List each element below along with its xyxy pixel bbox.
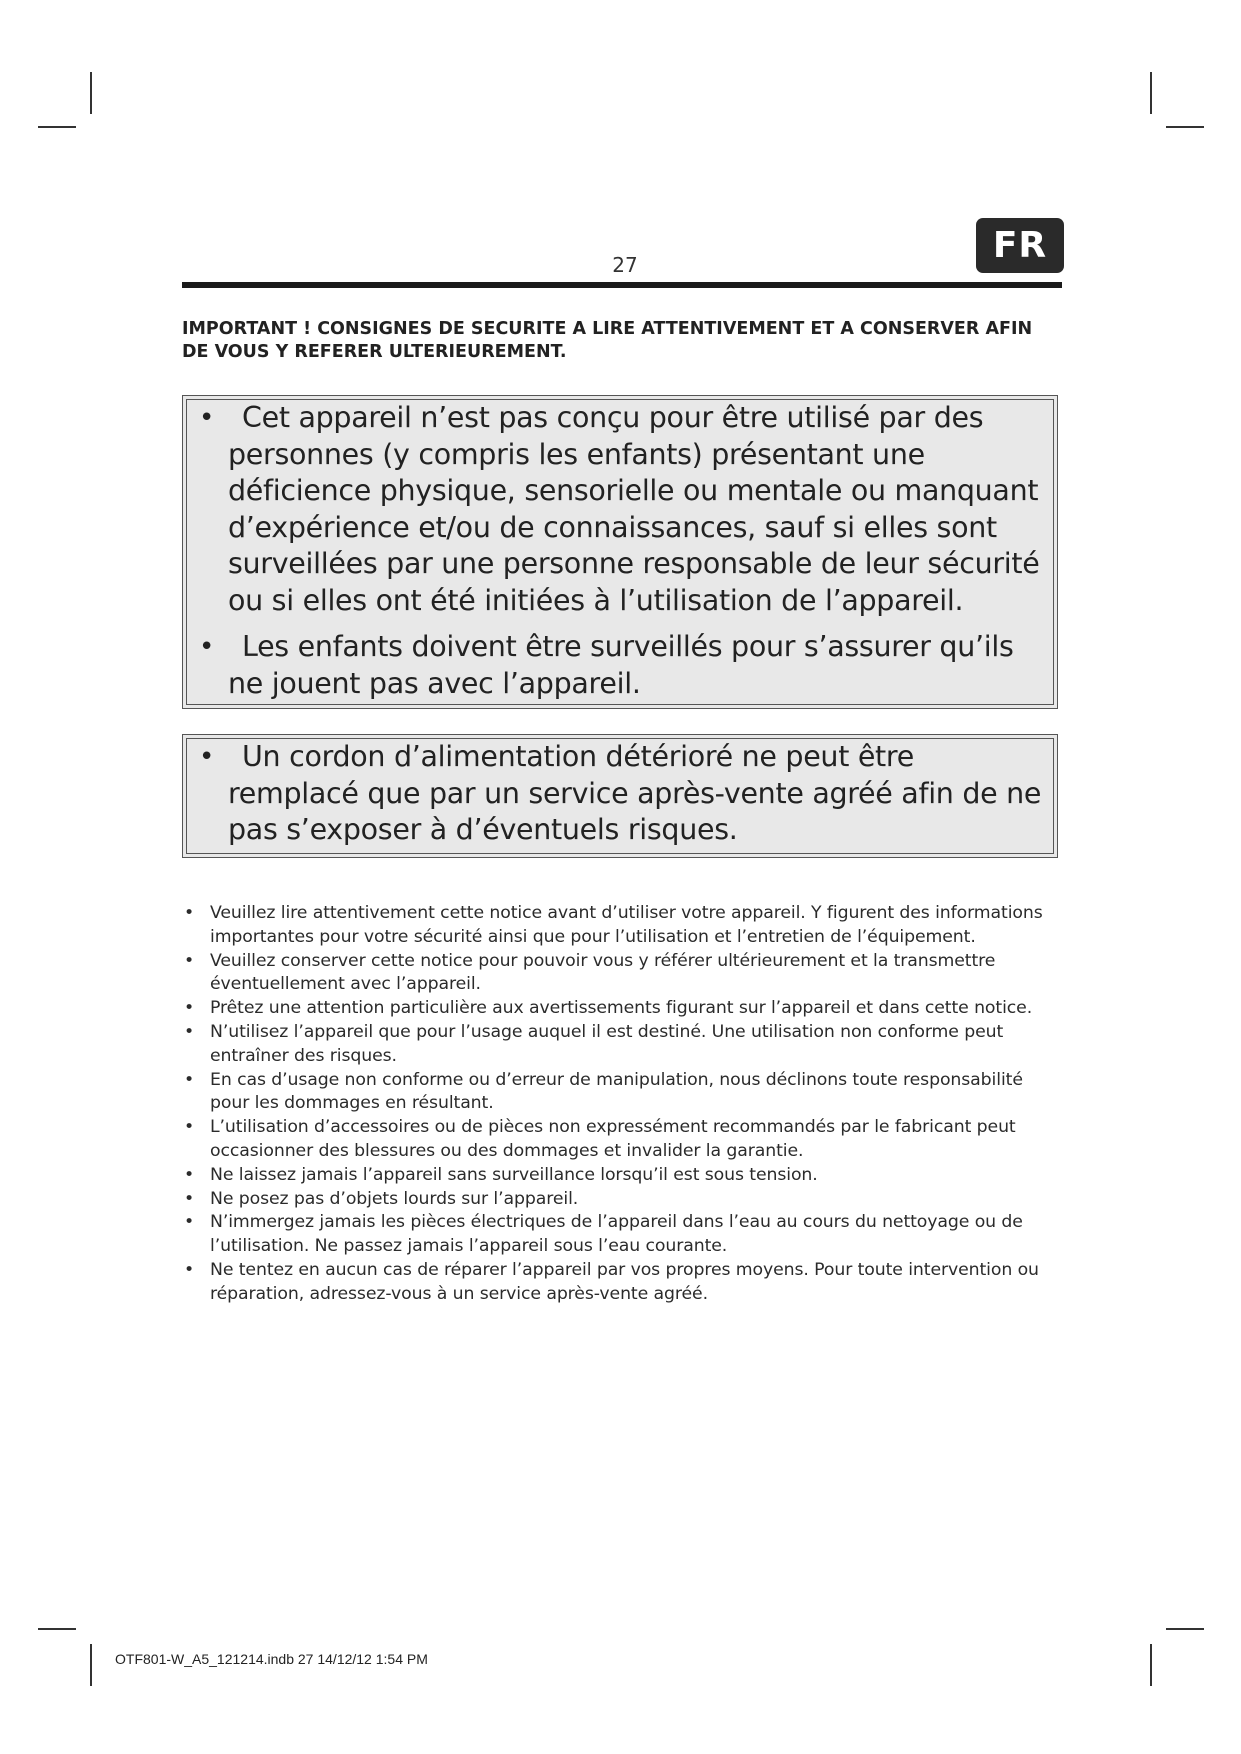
instruction-text: Veuillez conserver cette notice pour pouvoir vous y référer ultérieurement et la transmettre éventuellement avec l’appareil. — [210, 950, 996, 995]
bullet-icon: • — [184, 998, 195, 1019]
crop-mark-bottom-right-vertical — [1150, 1644, 1152, 1686]
warning-item — [183, 629, 1057, 702]
crop-mark-top-left-vertical — [90, 72, 92, 114]
instruction-item — [182, 902, 1062, 950]
instruction-text: En cas d’usage non conforme ou d’erreur de manipulation, nous déclinons toute responsabilité pour les dommages en résultant. — [210, 1069, 1023, 1114]
crop-mark-top-left-horizontal — [38, 126, 76, 128]
bullet-icon: • — [184, 1188, 195, 1209]
header-rule — [182, 282, 1062, 288]
warning-box-children — [182, 395, 1058, 709]
instructions-list — [182, 902, 1062, 1307]
instruction-item — [182, 997, 1062, 1021]
bullet-icon: • — [184, 903, 195, 923]
bullet-icon: • — [199, 403, 215, 433]
instruction-text: Ne posez pas d’objets lourds sur l’appareil. — [210, 1188, 579, 1209]
instruction-text: N’utilisez l’appareil que pour l’usage auquel il est destiné. Une utilisation non conforme peut entraîner des risques. — [210, 1021, 1004, 1066]
language-badge: FR — [976, 218, 1064, 273]
warning-list — [183, 396, 1057, 702]
instruction-item — [182, 950, 1062, 998]
safety-heading: IMPORTANT ! CONSIGNES DE SECURITE A LIRE ATTENTIVEMENT ET A CONSERVER AFIN DE VOUS Y REFERER ULTERIEUREMENT. — [182, 319, 1033, 362]
crop-mark-top-right-horizontal — [1166, 126, 1204, 128]
bullet-icon: • — [184, 1021, 195, 1042]
instruction-text: N’immergez jamais les pièces électriques de l’appareil dans l’eau au cours du nettoyage ou de l’utilisation. Ne passez jamais l’appareil sous l’eau courante. — [210, 1212, 1023, 1257]
instruction-item — [182, 1211, 1062, 1259]
crop-mark-bottom-left-vertical — [90, 1644, 92, 1686]
bullet-icon: • — [184, 950, 195, 971]
instruction-item — [182, 1069, 1062, 1117]
instruction-item — [182, 1116, 1062, 1164]
crop-mark-bottom-right-horizontal — [1166, 1628, 1204, 1630]
instruction-text: Ne laissez jamais l’appareil sans surveillance lorsqu’il est sous tension. — [210, 1164, 818, 1185]
warning-text: Cet appareil n’est pas conçu pour être utilisé par des personnes (y compris les enfants) présentant une déficience physique, sensorielle ou mentale ou manquant d’expérience et/ou de connaissances, sauf si elles sont surveillées par une personne responsable de leur sécurité ou si elles ont été initiées à l’utilisation de l’appareil. — [228, 401, 1040, 617]
warning-item — [183, 739, 1057, 849]
warning-list — [183, 735, 1057, 849]
instruction-item — [182, 1259, 1062, 1307]
warning-text: Un cordon d’alimentation détérioré ne peut être remplacé que par un service après-vente agréé afin de ne pas s’exposer à d’éventuels risques. — [228, 740, 1042, 846]
instruction-item — [182, 1164, 1062, 1188]
bullet-icon: • — [184, 1117, 195, 1138]
bullet-icon: • — [199, 632, 215, 662]
bullet-icon: • — [199, 742, 215, 772]
page-number: 27 — [612, 253, 638, 277]
instruction-text: Prêtez une attention particulière aux avertissements figurant sur l’appareil et dans cette notice. — [210, 998, 1033, 1019]
instruction-item — [182, 1188, 1062, 1212]
instruction-text: Ne tentez en aucun cas de réparer l’appareil par vos propres moyens. Pour toute intervention ou réparation, adressez-vous à un service après-vente agréé. — [210, 1259, 1039, 1304]
bullet-icon: • — [184, 1069, 195, 1090]
warning-box-power-cord — [182, 734, 1058, 858]
crop-mark-bottom-left-horizontal — [38, 1628, 76, 1630]
bullet-icon: • — [184, 1212, 195, 1233]
instruction-item — [182, 1021, 1062, 1069]
print-slug: OTF801-W_A5_121214.indb 27 14/12/12 1:54 PM — [115, 1651, 428, 1667]
instruction-text: L’utilisation d’accessoires ou de pièces non expressément recommandés par le fabricant peut occasionner des blessures ou des dommages et invalider la garantie. — [210, 1117, 1016, 1161]
bullet-icon: • — [184, 1259, 195, 1280]
warning-item — [183, 400, 1057, 619]
instruction-text: Veuillez lire attentivement cette notice avant d’utiliser votre appareil. Y figurent des informations importantes pour votre sécurité ainsi que pour l’utilisation et l’entretien de l’équipement. — [210, 903, 1043, 947]
crop-mark-top-right-vertical — [1150, 72, 1152, 114]
bullet-icon: • — [184, 1164, 195, 1185]
warning-text: Les enfants doivent être surveillés pour s’assurer qu’ils ne jouent pas avec l’appareil. — [228, 630, 1014, 700]
